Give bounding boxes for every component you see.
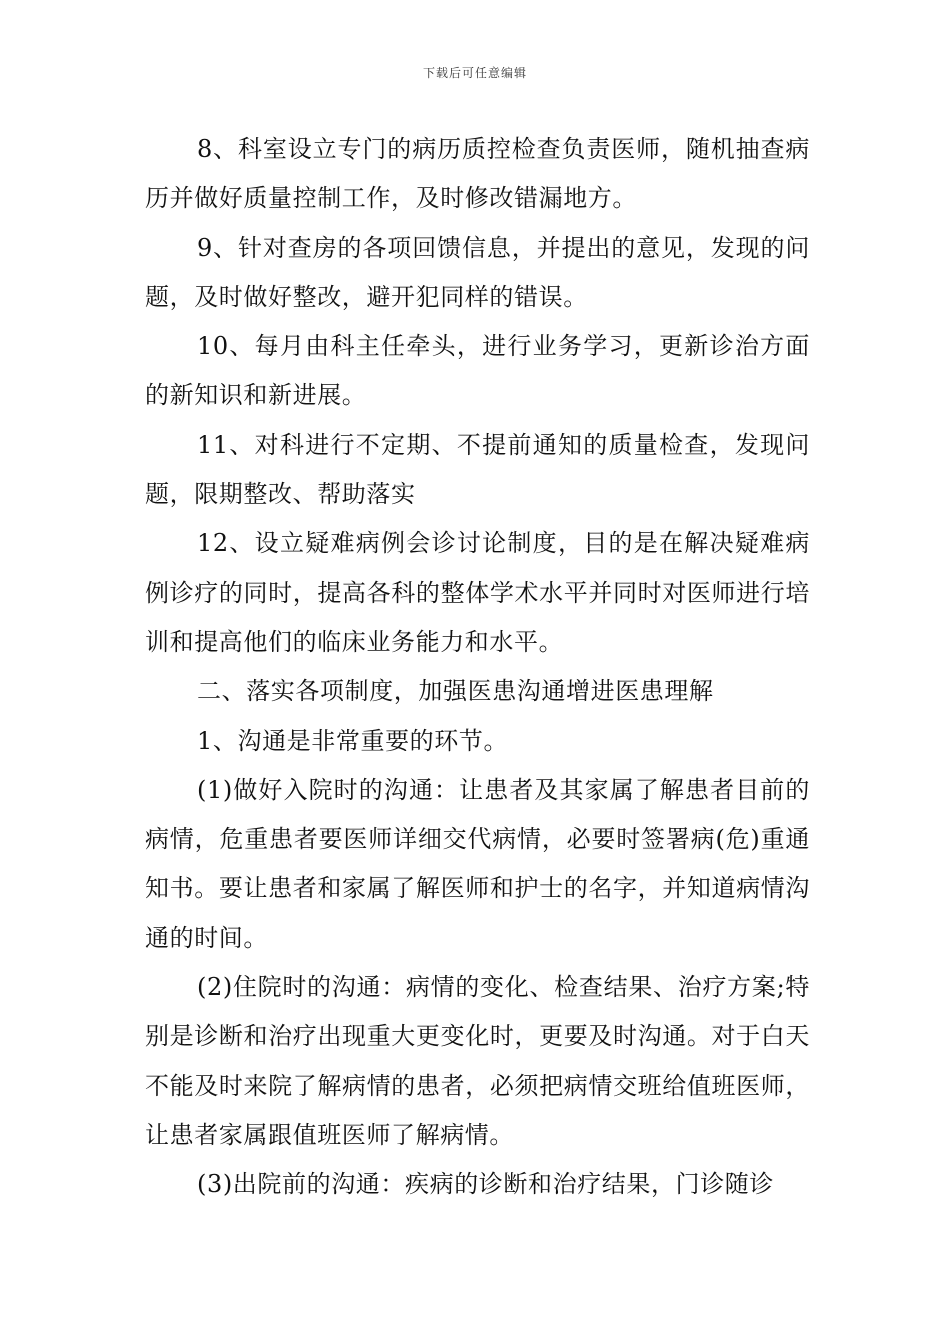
paragraph-hospitalization: (2)住院时的沟通：病情的变化、检查结果、治疗方案;特别是诊断和治疗出现重大更变化时，更要及时沟通。对于白天不能及时来院了解病情的患者，必须把病情交班给值班医师，让患者家属跟值班医师了解病情。 [145,973,810,1149]
paragraph-item-10: 10、每月由科主任牵头，进行业务学习，更新诊治方面的新知识和新进展。 [145,332,810,410]
paragraph-item-8: 8、科室设立专门的病历质控检查负责医师，随机抽查病历并做好质量控制工作，及时修改错漏地方。 [145,135,810,213]
document-body [145,125,810,1210]
paragraph-item-11: 11、对科进行不定期、不提前通知的质量检查，发现问题，限期整改、帮助落实 [145,430,810,509]
paragraph-item-12: 12、设立疑难病例会诊讨论制度，目的是在解决疑难病例诊疗的同时，提高各科的整体学术水平并同时对医师进行培训和提高他们的临床业务能力和水平。 [145,529,810,656]
page-header: 下载后可任意编辑 [422,66,527,80]
paragraph-item-9: 9、针对查房的各项回馈信息，并提出的意见，发现的问题，及时做好整改，避开犯同样的错误。 [145,233,810,311]
paragraph-admission: (1)做好入院时的沟通：让患者及其家属了解患者目前的病情，危重患者要医师详细交代病情，必要时签署病(危)重通知书。要让患者和家属了解医师和护士的名字，并知道病情沟通的时间。 [145,775,810,952]
paragraph-communication: 1、沟通是非常重要的环节。 [197,726,509,755]
section-heading: 二、落实各项制度，加强医患沟通增进医患理解 [197,677,714,706]
paragraph-discharge: (3)出院前的沟通：疾病的诊断和治疗结果，门诊随诊 [197,1170,774,1199]
